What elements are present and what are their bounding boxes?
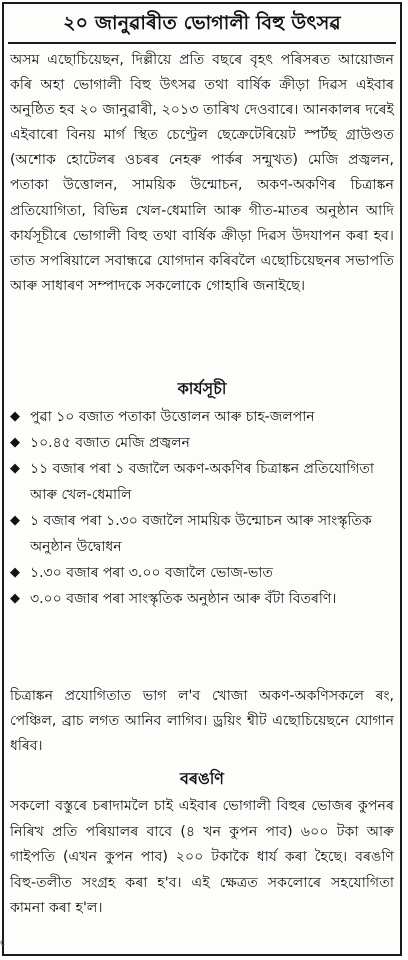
program-item-text: পুৱা ১০ বজাত পতাকা উত্তোলন আৰু চাহ-জলপান [30,409,315,425]
newspaper-notice-clipping [2,2,402,956]
diamond-bullet-icon: ◆ [10,513,20,528]
program-item-text: ১০.৪৫ বজাত মেজি প্ৰজ্বলন [30,435,190,451]
list-item [10,586,394,612]
diamond-bullet-icon: ◆ [10,409,20,424]
diamond-bullet-icon: ◆ [10,435,20,450]
list-item [10,560,394,586]
diamond-bullet-icon: ◆ [10,461,20,476]
intro-paragraph: অসম এছোচিয়েছন, দিল্লীয়ে প্ৰতি বছৰে বৃহৎ পৰিসৰত আয়োজন কৰি অহা ভোগালী বিহু উৎসৱ তথা বাৰ্ষিক ক্ৰীড়া দিৱস এইবাৰ অনুষ্ঠিত হব ২০ জানুৱাৰী, ২০১৩ তাৰিখ দেওবাৰে। আনকালৰ দৰেই এইবাৰো বিনয় মাৰ্গ স্থিত চেণ্ট্ৰেল ছেক্ৰেটেৰিয়েট স্পৰ্টছ গ্ৰাউণ্ডত (অশোক হোটেলৰ ওচৰৰ নেহৰু পাৰ্কৰ সন্মুখত) মেজি প্ৰজ্বলন, পতাকা উত্তোলন, সাময়িক উন্মোচন, অকণ-অকণিৰ চিত্ৰাঙ্কন প্ৰতিযোগিতা, বিভিন্ন খেল-ধেমালি আৰু গীত-মাতৰ অনুষ্ঠান আদি কাৰ্যসূচীৰে ভোগালী বিহু তথা বাৰ্ষিক ক্ৰীড়া দিৱস উদযাপন কৰা হব। তাত সপৰিয়ালে সবান্ধৱে যোগদান কৰিবলৈ এছোচিয়েছনৰ সভাপতি আৰু সাধাৰণ সম্পাদকে সকলোকে গোহাৰি জনাইছে। [10,52,394,294]
diamond-bullet-icon: ◆ [10,565,20,580]
list-item [10,508,394,560]
list-item [10,430,394,456]
drawing-materials-note: চিত্ৰাঙ্কন প্ৰযোগিতাত ভাগ ল'ব খোজা অকণ-অকণিসকলে ৰং, পেঞ্চিল, ব্ৰাচ লগত আনিব লাগিব। ড্ৰয়িং শ্বীট এছোচিয়েছনে যোগান ধৰিব। [10,688,394,754]
program-item-text: ৩.০০ বজাৰ পৰা সাংস্কৃতিক অনুষ্ঠান আৰু বঁটা বিতৰণি। [30,591,337,607]
contribution-paragraph: সকলো বস্তুৰে চৰাদামলৈ চাই এইবাৰ ভোগালী বিহুৰ ভোজৰ কুপনৰ নিৰিখ প্ৰতি পৰিয়ালৰ বাবে (৪ খন কুপন পাব) ৬০০ টকা আৰু গাইপতি (এখন কুপন পাব) ২০০ টকাকৈ ধাৰ্য কৰা হৈছে। বৰঙণি বিহু-তলীত সংগ্ৰহ কৰা হ'ব। এই ক্ষেত্ৰত সকলোৰে সহযোগিতা কামনা কৰা হ'ল। [10,798,394,916]
program-list [10,404,394,612]
program-item-text: ১.৩০ বজাৰ পৰা ৩.০০ বজালৈ ভোজ-ভাত [30,565,273,581]
list-item [10,456,394,508]
title-divider [8,42,396,44]
diamond-bullet-icon: ◆ [10,591,20,606]
program-heading: কাৰ্যসূচী [177,379,227,398]
edge-mark: c [0,938,5,948]
notice-title: ২০ জানুৱাৰীত ভোগালী বিহু উৎসৱ [63,12,341,34]
program-item-text: ১ বজাৰ পৰা ১.৩০ বজালৈ সাময়িক উন্মোচন আৰু সাংস্কৃতিক অনুষ্ঠান উদ্বোধন [30,513,372,555]
list-item [10,404,394,430]
program-item-text: ১১ বজাৰ পৰা ১ বজালৈ অকণ-অকণিৰ চিত্ৰাঙ্কন প্ৰতিযোগিতা আৰু খেল-ধেমালি [30,461,374,503]
contribution-heading: বৰঙণি [180,769,224,788]
